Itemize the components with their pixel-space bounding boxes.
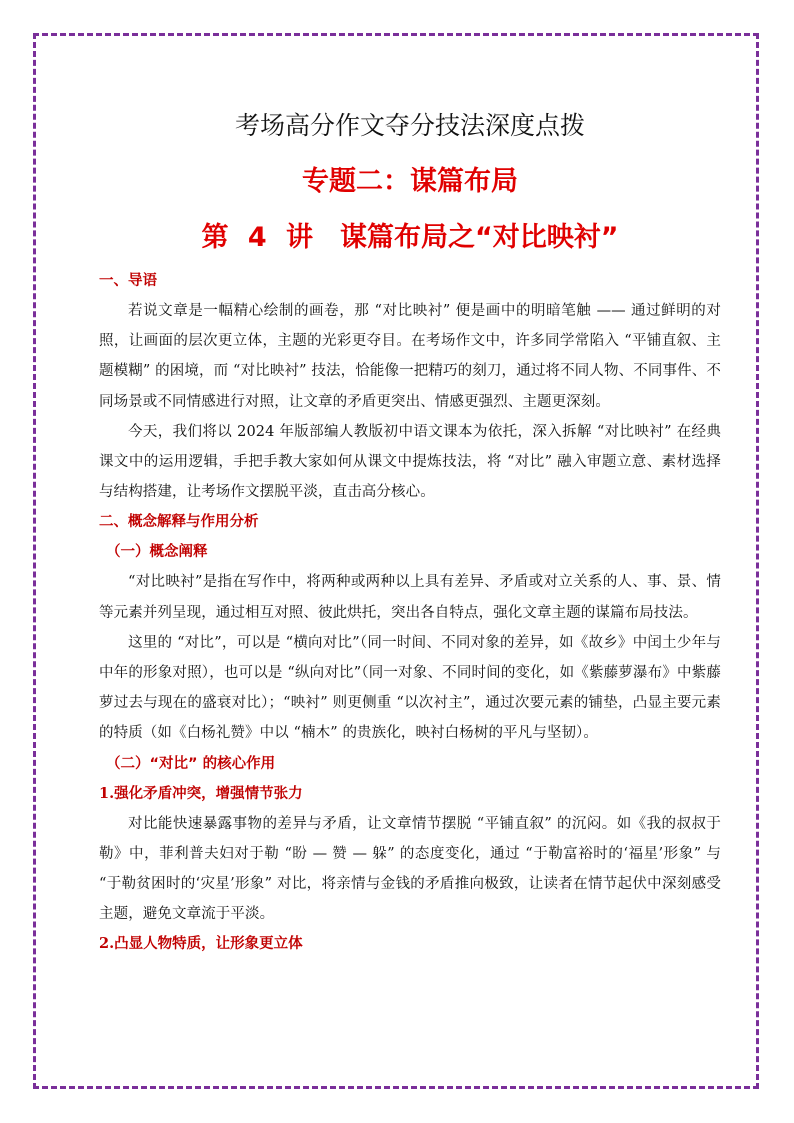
paragraph: 对比能快速暴露事物的差异与矛盾，让文章情节摆脱 “平铺直叙” 的沉闷。如《我的叔叔于勒》中，菲利普夫妇对于勒 “盼 — 赞 — 躲” 的态度变化，通过 “于勒富裕时的‘福星’形象” 与 “于勒贫困时的‘灾星’形象” 对比，将亲情与金钱的矛盾推向极致，让读者在情节起伏中深刻感受主题，避免文章流于平淡。	[99, 815, 721, 923]
subsection-heading-definition: （一）概念阐释	[106, 544, 208, 561]
document-body	[99, 108, 721, 959]
section-heading-intro: 一、导语	[99, 273, 157, 289]
section-heading-concept: 二、概念解释与作用分析	[99, 514, 259, 531]
item-heading-conflict: 1.强化矛盾冲突，增强情节张力	[99, 784, 303, 802]
document-title: 考场高分作文夺分技法深度点拨	[234, 111, 585, 140]
subsection-heading-function: （二）“对比” 的核心作用	[106, 755, 276, 772]
paragraph: 这里的 “对比”，可以是 “横向对比”（同一时间、不同对象的差异，如《故乡》中闰土少年与中年的形象对照），也可以是 “纵向对比”（同一对象、不同时间的变化，如《紫藤萝瀑布》中紫藤萝过去与现在的盛衰对比）；“映衬” 则更侧重 “以次衬主”，通过次要元素的铺垫，凸显主要元素的特质（如《白杨礼赞》中以 “楠木” 的贵族化，映衬白杨树的平凡与坚韧）。	[99, 634, 721, 742]
item-heading-character: 2.凸显人物特质，让形象更立体	[99, 935, 303, 953]
paragraph: 若说文章是一幅精心绘制的画卷，那 “对比映衬” 便是画中的明暗笔触 —— 通过鲜明的对照，让画面的层次更立体，主题的光彩更夺目。在考场作文中，许多同学常陷入 “平铺直叙、主题模糊” 的困境，而 “对比映衬” 技法，恰能像一把精巧的刻刀，通过将不同人物、不同事件、不同场景或不同情感进行对照，让文章的矛盾更突出、情感更强烈、主题更深刻。	[99, 303, 721, 410]
lecture-title: 第 4 讲 谋篇布局之“对比映衬”	[201, 222, 619, 253]
topic-subtitle: 专题二：谋篇布局	[302, 166, 518, 197]
paragraph: 今天，我们将以 2024 年版部编人教版初中语文课本为依托，深入拆解 “对比映衬” 在经典课文中的运用逻辑，手把手教大家如何从课文中提炼技法，将 “对比” 融入审题立意、素材选择与结构搭建，让考场作文摆脱平淡，直击高分核心。	[99, 423, 721, 501]
paragraph: “对比映衬”是指在写作中，将两种或两种以上具有差异、矛盾或对立关系的人、事、景、情等元素并列呈现，通过相互对照、彼此烘托，突出各自特点，强化文章主题的谋篇布局技法。	[99, 574, 721, 621]
